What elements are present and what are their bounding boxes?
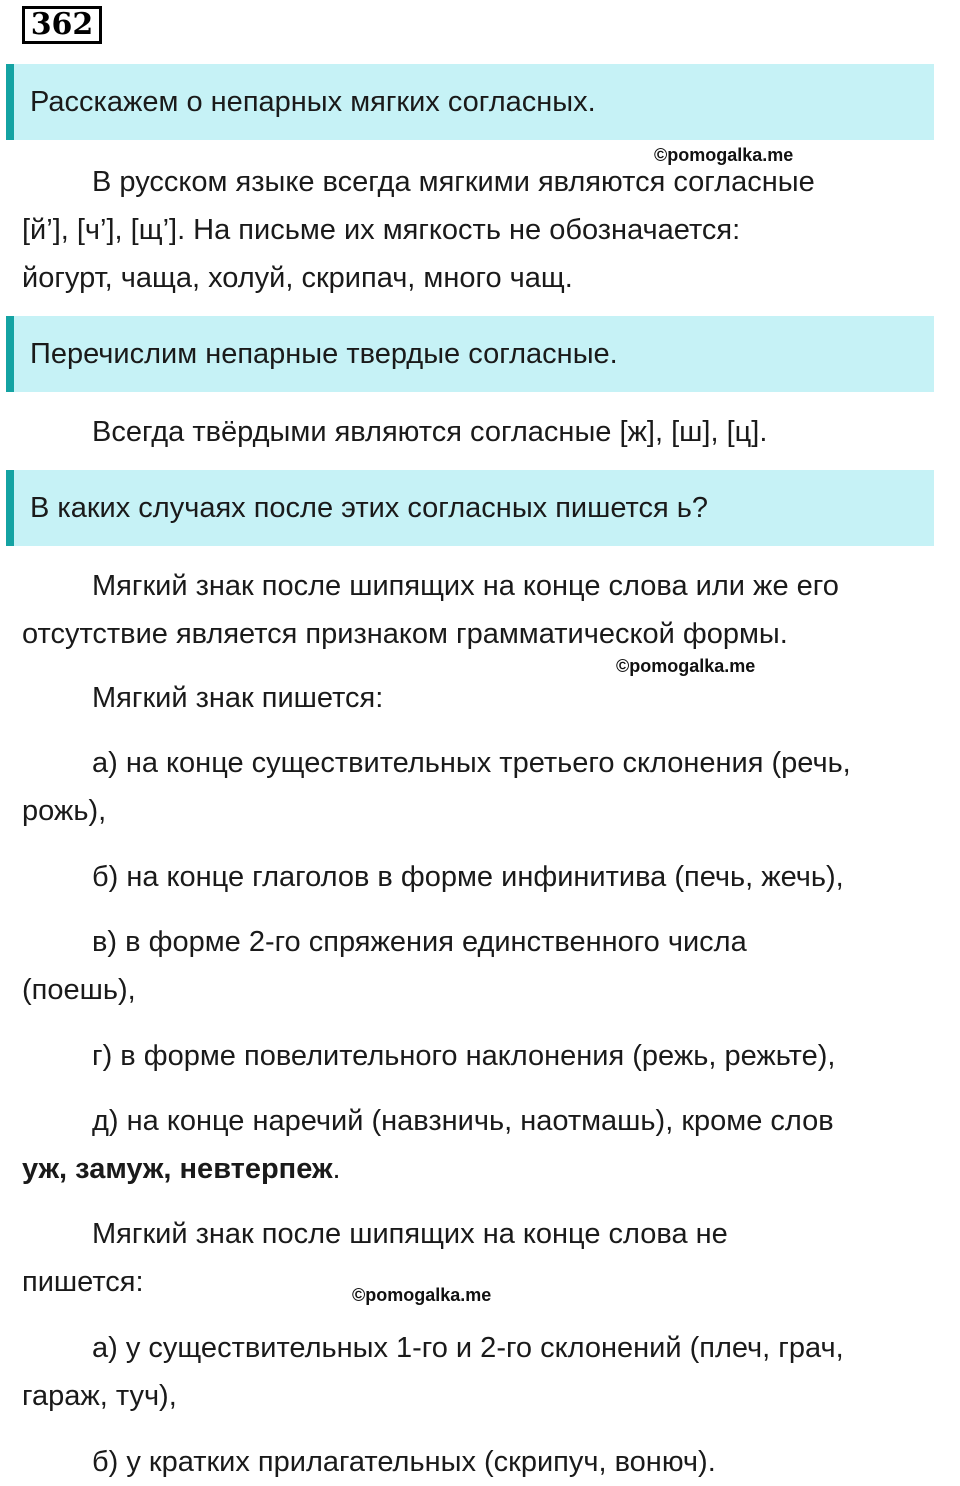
section-heading: Перечислим непарные твердые согласные.	[30, 338, 618, 370]
section-heading-band	[6, 316, 934, 392]
text-line: Мягкий знак после шипящих на конце слова не	[92, 1218, 728, 1250]
list-item	[22, 1097, 952, 1193]
list-item	[22, 853, 952, 901]
list-item	[22, 1438, 952, 1486]
text-line: отсутствие является признаком грамматической формы.	[22, 618, 788, 650]
task-number: 362	[22, 6, 102, 44]
paragraph	[22, 562, 952, 658]
section-heading-band	[6, 470, 934, 546]
exception-words: уж, замуж, невтерпеж	[22, 1153, 333, 1185]
watermark: ©pomogalka.me	[352, 1285, 492, 1305]
exception-end: .	[332, 1153, 341, 1185]
text-line: гараж, туч),	[22, 1380, 177, 1412]
list-item	[22, 1324, 952, 1420]
list-item	[22, 739, 952, 835]
text-line: йогурт, чаща, холуй, скрипач, много чащ.	[22, 262, 573, 294]
text-line: а) на конце существительных третьего склонения (речь,	[92, 747, 851, 779]
text-line: б) на конце глаголов в форме инфинитива (печь, жечь),	[92, 861, 844, 893]
text-line: Всегда твёрдыми являются согласные [ж], [ш], [ц].	[92, 416, 768, 448]
text-line: рожь),	[22, 795, 107, 827]
list-item	[22, 918, 952, 1014]
text-line: в) в форме 2-го спряжения единственного числа	[92, 926, 747, 958]
watermark: ©pomogalka.me	[616, 656, 756, 676]
list-item	[22, 1032, 952, 1080]
paragraph	[22, 158, 952, 302]
text-line: б) у кратких прилагательных (скрипуч, вонюч).	[92, 1446, 716, 1478]
paragraph	[22, 674, 952, 722]
text-line: д) на конце наречий (навзничь, наотмашь), кроме слов	[92, 1105, 834, 1137]
section-heading: В каких случаях после этих согласных пишется ь?	[30, 492, 709, 524]
paragraph	[22, 408, 952, 456]
text-line: В русском языке всегда мягкими являются согласные	[92, 166, 815, 198]
section-heading: Расскажем о непарных мягких согласных.	[30, 86, 596, 118]
text-line: (поешь),	[22, 974, 136, 1006]
text-line: [й’], [ч’], [щ’]. На письме их мягкость не обозначается:	[22, 214, 741, 246]
text-line: Мягкий знак после шипящих на конце слова или же его	[92, 570, 839, 602]
text-line: пишется:	[22, 1266, 144, 1298]
section-heading-band	[6, 64, 934, 140]
text-line: г) в форме повелительного наклонения (режь, режьте),	[92, 1040, 836, 1072]
text-line	[22, 1145, 952, 1193]
text-line: а) у существительных 1-го и 2-го склонений (плеч, грач,	[92, 1332, 844, 1364]
text-line: Мягкий знак пишется:	[92, 682, 384, 714]
watermark: ©pomogalka.me	[654, 145, 794, 165]
